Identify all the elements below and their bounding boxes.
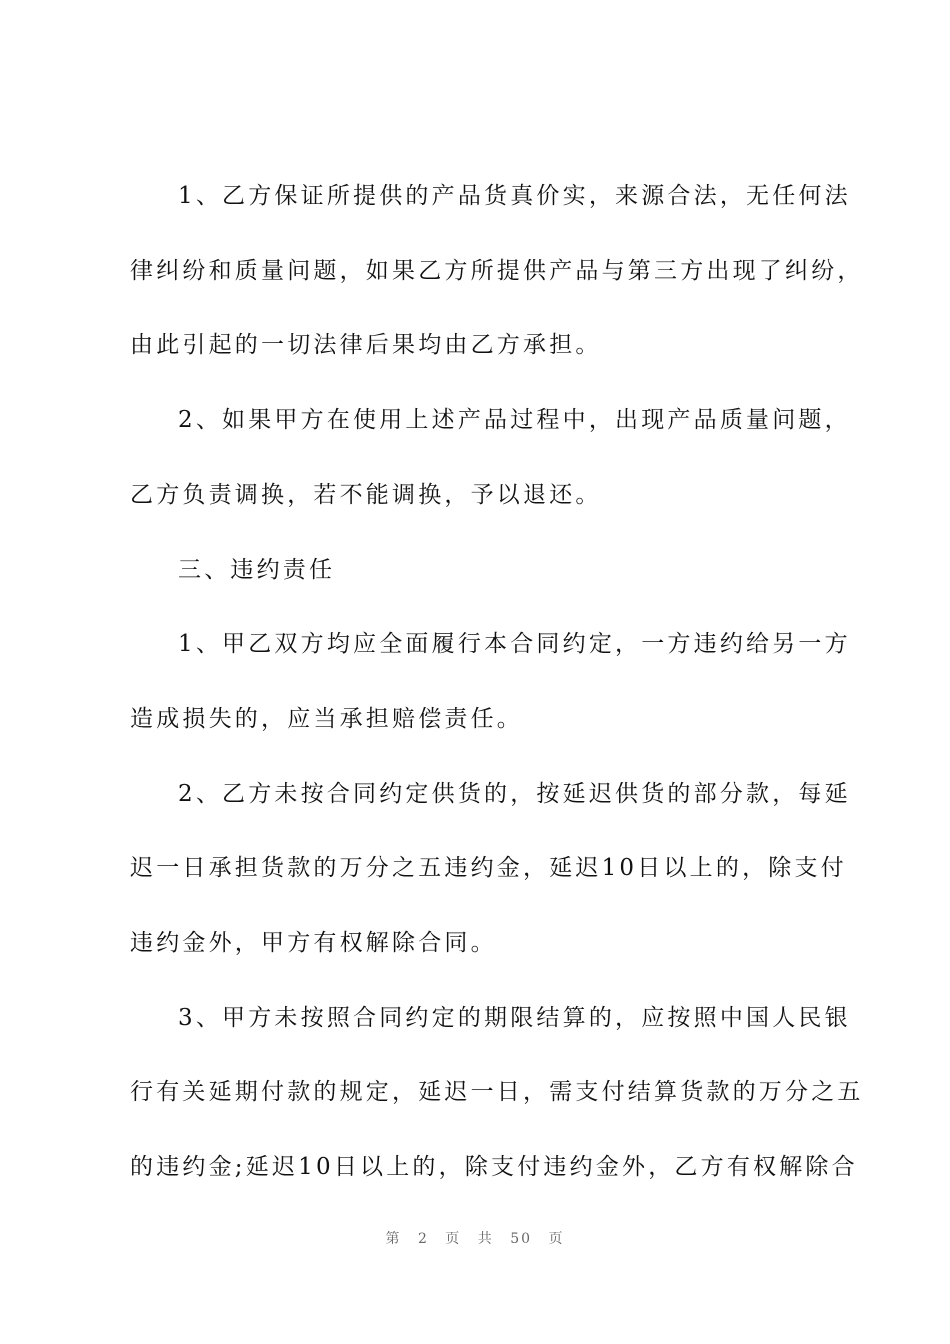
paragraph-line: 3、甲方未按照合同约定的期限结算的，应按照中国人民银 xyxy=(178,1005,851,1031)
paragraph-line: 违约金外，甲方有权解除合同。 xyxy=(130,930,497,956)
paragraph-line: 2、乙方未按合同约定供货的，按延迟供货的部分款，每延 xyxy=(178,781,851,807)
paragraph-line: 的违约金;延迟10日以上的，除支付违约金外，乙方有权解除合 xyxy=(130,1154,858,1180)
page-number-footer: 第 2 页 共 50 页 xyxy=(385,1231,565,1247)
paragraph-line: 迟一日承担货款的万分之五违约金，延迟10日以上的，除支付 xyxy=(130,855,847,881)
paragraph-line: 由此引起的一切法律后果均由乙方承担。 xyxy=(130,332,602,358)
paragraph-line: 乙方负责调换，若不能调换，予以退还。 xyxy=(130,482,602,508)
paragraph-line: 律纠纷和质量问题，如果乙方所提供产品与第三方出现了纠纷， xyxy=(130,258,864,284)
paragraph-line: 1、乙方保证所提供的产品货真价实，来源合法，无任何法 xyxy=(178,183,851,209)
section-heading: 三、违约责任 xyxy=(178,557,336,583)
paragraph-line: 1、甲乙双方均应全面履行本合同约定，一方违约给另一方 xyxy=(178,631,851,657)
paragraph-line: 行有关延期付款的规定，延迟一日，需支付结算货款的万分之五 xyxy=(130,1079,864,1105)
paragraph-line: 2、如果甲方在使用上述产品过程中，出现产品质量问题， xyxy=(178,407,851,433)
paragraph-line: 造成损失的，应当承担赔偿责任。 xyxy=(130,706,523,732)
